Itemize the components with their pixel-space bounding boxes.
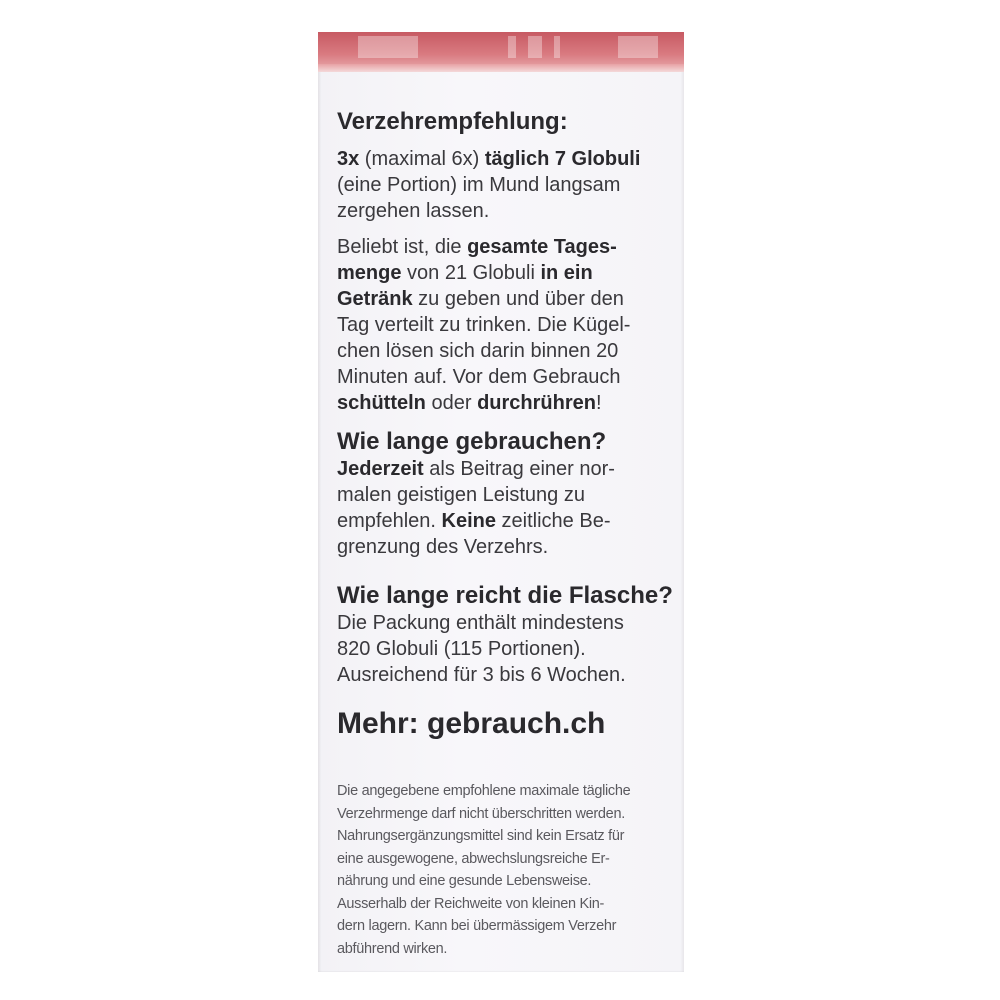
dosage-daily: täglich 7 Globuli	[484, 148, 641, 170]
drink-l7-regular: oder	[425, 392, 478, 414]
disclaimer-text	[337, 780, 682, 960]
drink-l7-end: !	[595, 392, 602, 414]
duration-text	[337, 456, 677, 560]
drink-line-1	[337, 234, 677, 260]
package-top-band	[318, 32, 684, 72]
top-band-print	[358, 36, 418, 58]
drink-l7-bold-b: durchrühren	[477, 392, 596, 414]
duration-l3-regular-a: empfehlen.	[337, 510, 442, 532]
disclaimer-line: Die angegebene empfohlene maximale tägliche	[337, 783, 631, 799]
drink-line-2	[337, 260, 677, 286]
disclaimer-line: Ausserhalb der Reichweite von kleinen Kin-	[337, 895, 605, 912]
dosage-line-2: (eine Portion) im Mund langsam	[337, 174, 621, 196]
supply-text	[337, 610, 677, 688]
drink-l3-regular: zu geben und über den	[412, 288, 624, 310]
drink-line-7	[337, 390, 677, 416]
drink-line-5: chen lösen sich darin binnen 20	[337, 340, 619, 362]
dosage-line-3: zergehen lassen.	[337, 200, 490, 222]
drink-l2-bold-a: menge	[337, 262, 402, 284]
disclaimer-line: Nahrungsergänzungsmittel sind kein Ersatz für	[337, 828, 625, 844]
duration-line-1	[337, 456, 677, 482]
supply-line-3: Ausreichend für 3 bis 6 Wochen.	[337, 664, 626, 686]
duration-line-4: grenzung des Verzehrs.	[337, 536, 549, 558]
disclaimer-line: abführend wirken.	[337, 940, 448, 957]
drink-l1-regular: Beliebt ist, die	[337, 236, 468, 258]
dosage-line-1	[337, 146, 677, 172]
drink-text	[337, 234, 677, 416]
more-info-url: Mehr: gebrauch.ch	[337, 707, 606, 740]
top-band-print	[528, 36, 542, 58]
drink-line-4: Tag verteilt zu trinken. Die Kügel-	[337, 314, 631, 336]
top-band-print	[554, 36, 560, 58]
package-text	[337, 108, 677, 742]
disclaimer-line: dern lagern. Kann bei übermässigem Verzehr	[337, 918, 617, 934]
drink-l2-regular: von 21 Globuli	[401, 262, 541, 284]
disclaimer-line: eine ausgewogene, abwechslungsreiche Er-	[337, 850, 610, 867]
drink-l2-bold-b: in ein	[540, 262, 593, 284]
supply-line-1: Die Packung enthält mindestens	[337, 612, 624, 634]
drink-line-3	[337, 286, 677, 312]
duration-line-3	[337, 508, 677, 534]
disclaimer-line: Verzehrmenge darf nicht überschritten werden.	[337, 805, 625, 822]
top-band-fold	[318, 64, 684, 72]
duration-line-2: malen geistigen Leistung zu	[337, 484, 585, 506]
duration-l1-bold: Jederzeit	[337, 458, 424, 480]
top-band-print	[508, 36, 516, 58]
drink-l3-bold: Getränk	[337, 288, 413, 310]
supply-heading: Wie lange reicht die Flasche?	[337, 582, 673, 609]
top-band-print	[618, 36, 658, 58]
dosage-heading: Verzehrempfehlung:	[337, 108, 568, 135]
duration-l1-regular: als Beitrag einer nor-	[423, 458, 615, 480]
disclaimer-line: nährung und eine gesunde Lebensweise.	[337, 873, 592, 889]
duration-l3-bold: Keine	[441, 510, 496, 532]
duration-l3-regular-b: zeitliche Be-	[495, 510, 611, 532]
drink-l1-bold: gesamte Tages-	[467, 236, 617, 258]
drink-line-6: Minuten auf. Vor dem Gebrauch	[337, 366, 621, 388]
duration-heading: Wie lange gebrauchen?	[337, 428, 607, 455]
dosage-text	[337, 146, 677, 224]
drink-l7-bold-a: schütteln	[337, 392, 426, 414]
supply-line-2: 820 Globuli (115 Portionen).	[337, 638, 586, 660]
dosage-max: (maximal 6x)	[359, 148, 485, 170]
dosage-count: 3x	[337, 148, 360, 170]
